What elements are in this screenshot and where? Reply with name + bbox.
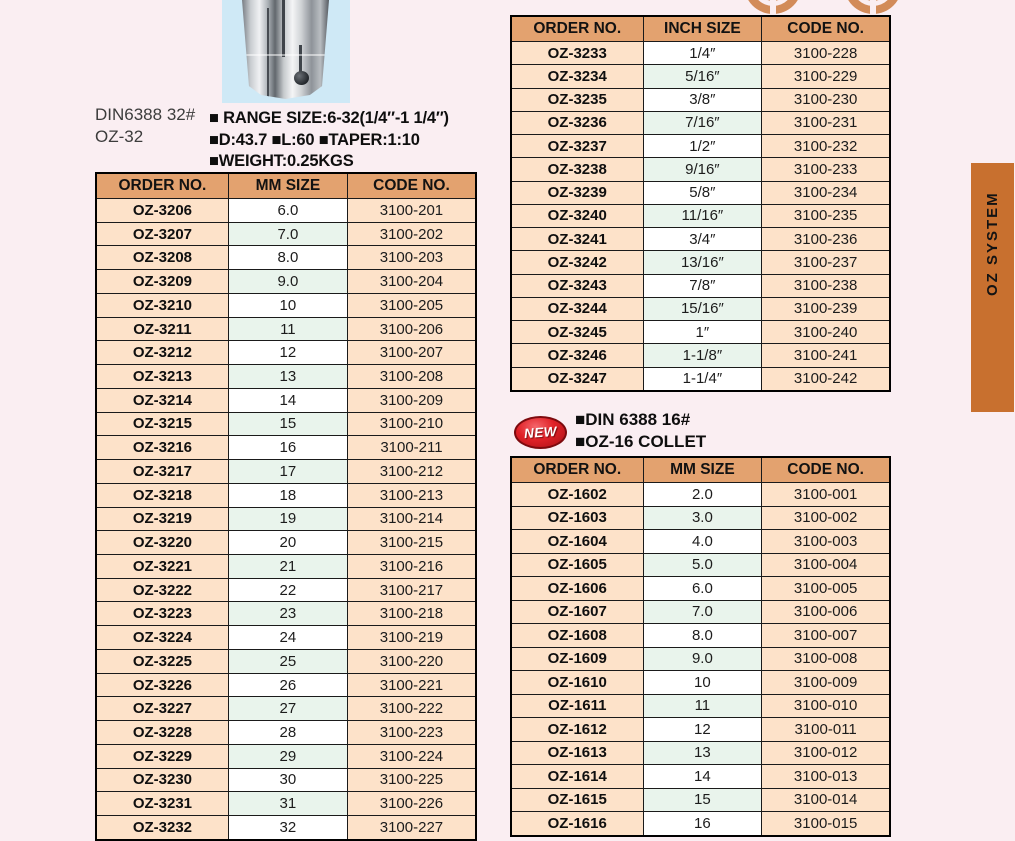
- table-row: [511, 694, 890, 718]
- order-no-cell: OZ-3239: [511, 181, 643, 204]
- size-cell: 11: [643, 694, 762, 718]
- code-no-cell: 3100-015: [762, 812, 890, 836]
- table-row: [96, 365, 476, 389]
- spec-dimensions: ■D:43.7 ■L:60 ■TAPER:1:10: [209, 130, 420, 149]
- code-no-cell: 3100-012: [762, 741, 890, 765]
- table-row: [511, 228, 890, 251]
- code-no-cell: 3100-238: [762, 274, 890, 297]
- code-no-cell: 3100-008: [762, 647, 890, 671]
- order-no-cell: OZ-1606: [511, 577, 643, 601]
- size-cell: 24: [228, 626, 347, 650]
- order-no-cell: OZ-3211: [96, 317, 228, 341]
- code-no-cell: 3100-219: [347, 626, 476, 650]
- order-no-cell: OZ-1607: [511, 600, 643, 624]
- table-row: [96, 649, 476, 673]
- code-no-cell: 3100-229: [762, 65, 890, 88]
- code-no-cell: 3100-233: [762, 158, 890, 181]
- table-row: [511, 344, 890, 367]
- order-no-cell: OZ-3231: [96, 792, 228, 816]
- order-no-cell: OZ-3216: [96, 436, 228, 460]
- size-cell: 5/16″: [643, 65, 762, 88]
- order-no-cell: OZ-3208: [96, 246, 228, 270]
- table-row: [96, 246, 476, 270]
- order-no-cell: OZ-3221: [96, 555, 228, 579]
- ring-slot: [770, 0, 776, 14]
- code-no-cell: 3100-236: [762, 228, 890, 251]
- size-cell: 13: [228, 365, 347, 389]
- order-no-cell: OZ-1604: [511, 530, 643, 554]
- code-no-cell: 3100-201: [347, 199, 476, 223]
- order-no-cell: OZ-1608: [511, 624, 643, 648]
- code-no-cell: 3100-009: [762, 671, 890, 695]
- code-no-cell: 3100-240: [762, 321, 890, 344]
- catalog-table: [95, 172, 477, 841]
- table-row: [96, 436, 476, 460]
- column-header: CODE NO.: [762, 457, 890, 483]
- order-no-cell: OZ-3228: [96, 721, 228, 745]
- code-no-cell: 3100-224: [347, 744, 476, 768]
- table-row: [511, 158, 890, 181]
- table-row: [511, 204, 890, 227]
- table-row: [511, 553, 890, 577]
- size-cell: 7.0: [228, 222, 347, 246]
- code-no-cell: 3100-205: [347, 293, 476, 317]
- order-no-cell: OZ-3232: [96, 816, 228, 840]
- code-no-cell: 3100-227: [347, 816, 476, 840]
- header-row: [511, 16, 890, 42]
- new-badge: [514, 416, 567, 449]
- order-no-cell: OZ-3246: [511, 344, 643, 367]
- column-header: CODE NO.: [347, 173, 476, 199]
- size-cell: 13: [643, 741, 762, 765]
- oz-system-side-tab: [971, 163, 1014, 412]
- header-row: [511, 457, 890, 483]
- table-row: [511, 367, 890, 391]
- spec-weight: ■WEIGHT:0.25KGS: [209, 152, 354, 170]
- order-no-cell: OZ-3244: [511, 297, 643, 320]
- size-cell: 8.0: [228, 246, 347, 270]
- order-no-cell: OZ-3226: [96, 673, 228, 697]
- size-cell: 15/16″: [643, 297, 762, 320]
- table-row: [511, 65, 890, 88]
- table-row: [511, 624, 890, 648]
- new-badge-label: NEW: [523, 423, 558, 442]
- size-cell: 1-1/8″: [643, 344, 762, 367]
- table-row: [96, 816, 476, 840]
- order-no-cell: OZ-3229: [96, 744, 228, 768]
- column-header: CODE NO.: [762, 16, 890, 42]
- size-cell: 14: [228, 388, 347, 412]
- size-cell: 4.0: [643, 530, 762, 554]
- collet-hole: [294, 71, 309, 85]
- catalog-table: [510, 456, 891, 837]
- size-cell: 3/8″: [643, 88, 762, 111]
- order-no-cell: OZ-3209: [96, 270, 228, 294]
- size-cell: 14: [643, 765, 762, 789]
- size-cell: 18: [228, 483, 347, 507]
- size-cell: 11: [228, 317, 347, 341]
- size-cell: 7/8″: [643, 274, 762, 297]
- order-no-cell: OZ-3236: [511, 111, 643, 134]
- table-row: [96, 199, 476, 223]
- code-no-cell: 3100-237: [762, 251, 890, 274]
- collet-image: [242, 0, 329, 99]
- table-row: [511, 577, 890, 601]
- size-cell: 8.0: [643, 624, 762, 648]
- header-row: [96, 173, 476, 199]
- table-row: [96, 578, 476, 602]
- oz16-mm-size-table: [510, 456, 891, 837]
- table-row: [96, 626, 476, 650]
- collet-slot: [267, 8, 269, 97]
- table-row: [96, 341, 476, 365]
- order-no-cell: OZ-3225: [96, 649, 228, 673]
- order-no-cell: OZ-3247: [511, 367, 643, 391]
- code-no-cell: 3100-223: [347, 721, 476, 745]
- order-no-cell: OZ-3212: [96, 341, 228, 365]
- code-no-cell: 3100-003: [762, 530, 890, 554]
- model-name: OZ-32: [95, 127, 144, 146]
- size-cell: 9/16″: [643, 158, 762, 181]
- oz16-standard: ■DIN 6388 16#: [575, 410, 691, 429]
- order-no-cell: OZ-3243: [511, 274, 643, 297]
- column-header: ORDER NO.: [96, 173, 228, 199]
- size-cell: 9.0: [228, 270, 347, 294]
- column-header: ORDER NO.: [511, 16, 643, 42]
- order-no-cell: OZ-3217: [96, 460, 228, 484]
- order-no-cell: OZ-3234: [511, 65, 643, 88]
- table-row: [96, 768, 476, 792]
- table-row: [511, 297, 890, 320]
- size-cell: 23: [228, 602, 347, 626]
- code-no-cell: 3100-228: [762, 42, 890, 65]
- code-no-cell: 3100-231: [762, 111, 890, 134]
- table-row: [96, 388, 476, 412]
- table-row: [511, 88, 890, 111]
- oz16-name: ■OZ-16 COLLET: [575, 432, 707, 451]
- size-cell: 16: [228, 436, 347, 460]
- size-cell: 10: [643, 671, 762, 695]
- order-no-cell: OZ-3242: [511, 251, 643, 274]
- size-cell: 5/8″: [643, 181, 762, 204]
- order-no-cell: OZ-1602: [511, 483, 643, 507]
- order-no-cell: OZ-1611: [511, 694, 643, 718]
- code-no-cell: 3100-230: [762, 88, 890, 111]
- order-no-cell: OZ-3240: [511, 204, 643, 227]
- size-cell: 6.0: [228, 199, 347, 223]
- size-cell: 3/4″: [643, 228, 762, 251]
- table-row: [96, 744, 476, 768]
- table-row: [96, 507, 476, 531]
- code-no-cell: 3100-226: [347, 792, 476, 816]
- table-row: [511, 274, 890, 297]
- size-cell: 29: [228, 744, 347, 768]
- table-row: [96, 483, 476, 507]
- order-no-cell: OZ-3223: [96, 602, 228, 626]
- size-cell: 7.0: [643, 600, 762, 624]
- code-no-cell: 3100-239: [762, 297, 890, 320]
- size-cell: 26: [228, 673, 347, 697]
- table-row: [511, 251, 890, 274]
- order-no-cell: OZ-1603: [511, 506, 643, 530]
- code-no-cell: 3100-013: [762, 765, 890, 789]
- code-no-cell: 3100-215: [347, 531, 476, 555]
- code-no-cell: 3100-206: [347, 317, 476, 341]
- order-no-cell: OZ-1609: [511, 647, 643, 671]
- table-row: [96, 412, 476, 436]
- size-cell: 1/2″: [643, 135, 762, 158]
- oz-system-label: OZ SYSTEM: [984, 191, 1001, 297]
- spec-range-size: ■ RANGE SIZE:6-32(1/4″-1 1/4″): [209, 109, 449, 127]
- code-no-cell: 3100-208: [347, 365, 476, 389]
- code-no-cell: 3100-211: [347, 436, 476, 460]
- table-row: [511, 788, 890, 812]
- code-no-cell: 3100-232: [762, 135, 890, 158]
- size-cell: 15: [643, 788, 762, 812]
- order-no-cell: OZ-3245: [511, 321, 643, 344]
- order-no-cell: OZ-1605: [511, 553, 643, 577]
- order-no-cell: OZ-3227: [96, 697, 228, 721]
- table-row: [511, 483, 890, 507]
- table-row: [96, 602, 476, 626]
- code-no-cell: 3100-006: [762, 600, 890, 624]
- table-row: [511, 530, 890, 554]
- table-row: [96, 293, 476, 317]
- order-no-cell: OZ-1616: [511, 812, 643, 836]
- column-header: INCH SIZE: [643, 16, 762, 42]
- code-no-cell: 3100-225: [347, 768, 476, 792]
- code-no-cell: 3100-216: [347, 555, 476, 579]
- order-no-cell: OZ-3206: [96, 199, 228, 223]
- code-no-cell: 3100-210: [347, 412, 476, 436]
- size-cell: 1/4″: [643, 42, 762, 65]
- size-cell: 10: [228, 293, 347, 317]
- code-no-cell: 3100-014: [762, 788, 890, 812]
- order-no-cell: OZ-1615: [511, 788, 643, 812]
- size-cell: 19: [228, 507, 347, 531]
- order-no-cell: OZ-3222: [96, 578, 228, 602]
- table-row: [511, 741, 890, 765]
- code-no-cell: 3100-005: [762, 577, 890, 601]
- size-cell: 25: [228, 649, 347, 673]
- table-row: [511, 506, 890, 530]
- table-row: [511, 42, 890, 65]
- order-no-cell: OZ-1610: [511, 671, 643, 695]
- size-cell: 27: [228, 697, 347, 721]
- order-no-cell: OZ-3237: [511, 135, 643, 158]
- size-cell: 9.0: [643, 647, 762, 671]
- code-no-cell: 3100-212: [347, 460, 476, 484]
- column-header: MM SIZE: [228, 173, 347, 199]
- order-no-cell: OZ-3233: [511, 42, 643, 65]
- size-cell: 15: [228, 412, 347, 436]
- model-standard: DIN6388 32#: [95, 105, 196, 124]
- table-row: [96, 673, 476, 697]
- size-cell: 1″: [643, 321, 762, 344]
- oz32-mm-size-table: [95, 172, 477, 841]
- size-cell: 31: [228, 792, 347, 816]
- size-cell: 21: [228, 555, 347, 579]
- size-cell: 12: [643, 718, 762, 742]
- code-no-cell: 3100-235: [762, 204, 890, 227]
- table-row: [96, 555, 476, 579]
- code-no-cell: 3100-221: [347, 673, 476, 697]
- size-cell: 3.0: [643, 506, 762, 530]
- order-no-cell: OZ-1613: [511, 741, 643, 765]
- size-cell: 13/16″: [643, 251, 762, 274]
- table-row: [511, 671, 890, 695]
- order-no-cell: OZ-3235: [511, 88, 643, 111]
- collet-ring-icon: [844, 0, 902, 14]
- order-no-cell: OZ-3207: [96, 222, 228, 246]
- size-cell: 30: [228, 768, 347, 792]
- table-row: [96, 721, 476, 745]
- order-no-cell: OZ-1614: [511, 765, 643, 789]
- oz16-heading: [575, 409, 706, 453]
- order-no-cell: OZ-3224: [96, 626, 228, 650]
- order-no-cell: OZ-3213: [96, 365, 228, 389]
- order-no-cell: OZ-3214: [96, 388, 228, 412]
- size-cell: 32: [228, 816, 347, 840]
- collet-ridge: [242, 54, 329, 56]
- collet-ring-icon: [744, 0, 802, 14]
- order-no-cell: OZ-3215: [96, 412, 228, 436]
- code-no-cell: 3100-001: [762, 483, 890, 507]
- code-no-cell: 3100-214: [347, 507, 476, 531]
- size-cell: 28: [228, 721, 347, 745]
- table-row: [511, 647, 890, 671]
- size-cell: 1-1/4″: [643, 367, 762, 391]
- order-no-cell: OZ-3241: [511, 228, 643, 251]
- ring-slot: [870, 0, 876, 14]
- table-row: [511, 600, 890, 624]
- table-row: [96, 460, 476, 484]
- order-no-cell: OZ-3230: [96, 768, 228, 792]
- table-row: [511, 812, 890, 836]
- code-no-cell: 3100-217: [347, 578, 476, 602]
- collet-product-photo: [222, 0, 350, 103]
- code-no-cell: 3100-218: [347, 602, 476, 626]
- order-no-cell: OZ-3220: [96, 531, 228, 555]
- size-cell: 11/16″: [643, 204, 762, 227]
- size-cell: 20: [228, 531, 347, 555]
- code-no-cell: 3100-242: [762, 367, 890, 391]
- code-no-cell: 3100-202: [347, 222, 476, 246]
- table-row: [511, 111, 890, 134]
- code-no-cell: 3100-203: [347, 246, 476, 270]
- order-no-cell: OZ-3218: [96, 483, 228, 507]
- code-no-cell: 3100-209: [347, 388, 476, 412]
- column-header: ORDER NO.: [511, 457, 643, 483]
- table-row: [511, 321, 890, 344]
- table-row: [511, 135, 890, 158]
- size-cell: 17: [228, 460, 347, 484]
- model-block: [95, 104, 195, 148]
- size-cell: 6.0: [643, 577, 762, 601]
- code-no-cell: 3100-207: [347, 341, 476, 365]
- code-no-cell: 3100-011: [762, 718, 890, 742]
- code-no-cell: 3100-241: [762, 344, 890, 367]
- size-cell: 12: [228, 341, 347, 365]
- table-row: [96, 531, 476, 555]
- size-cell: 16: [643, 812, 762, 836]
- code-no-cell: 3100-213: [347, 483, 476, 507]
- order-no-cell: OZ-3238: [511, 158, 643, 181]
- code-no-cell: 3100-007: [762, 624, 890, 648]
- column-header: MM SIZE: [643, 457, 762, 483]
- size-cell: 22: [228, 578, 347, 602]
- order-no-cell: OZ-3210: [96, 293, 228, 317]
- code-no-cell: 3100-002: [762, 506, 890, 530]
- code-no-cell: 3100-204: [347, 270, 476, 294]
- table-row: [96, 270, 476, 294]
- table-row: [96, 317, 476, 341]
- table-row: [511, 765, 890, 789]
- collet-slot: [282, 0, 285, 57]
- order-no-cell: OZ-3219: [96, 507, 228, 531]
- code-no-cell: 3100-004: [762, 553, 890, 577]
- oz32-inch-size-table: [510, 15, 891, 392]
- spec-block: [209, 108, 449, 173]
- table-row: [511, 718, 890, 742]
- code-no-cell: 3100-010: [762, 694, 890, 718]
- order-no-cell: OZ-1612: [511, 718, 643, 742]
- table-row: [96, 222, 476, 246]
- catalog-table: [510, 15, 891, 392]
- code-no-cell: 3100-222: [347, 697, 476, 721]
- code-no-cell: 3100-220: [347, 649, 476, 673]
- code-no-cell: 3100-234: [762, 181, 890, 204]
- size-cell: 7/16″: [643, 111, 762, 134]
- size-cell: 5.0: [643, 553, 762, 577]
- table-row: [96, 697, 476, 721]
- size-cell: 2.0: [643, 483, 762, 507]
- table-row: [96, 792, 476, 816]
- table-row: [511, 181, 890, 204]
